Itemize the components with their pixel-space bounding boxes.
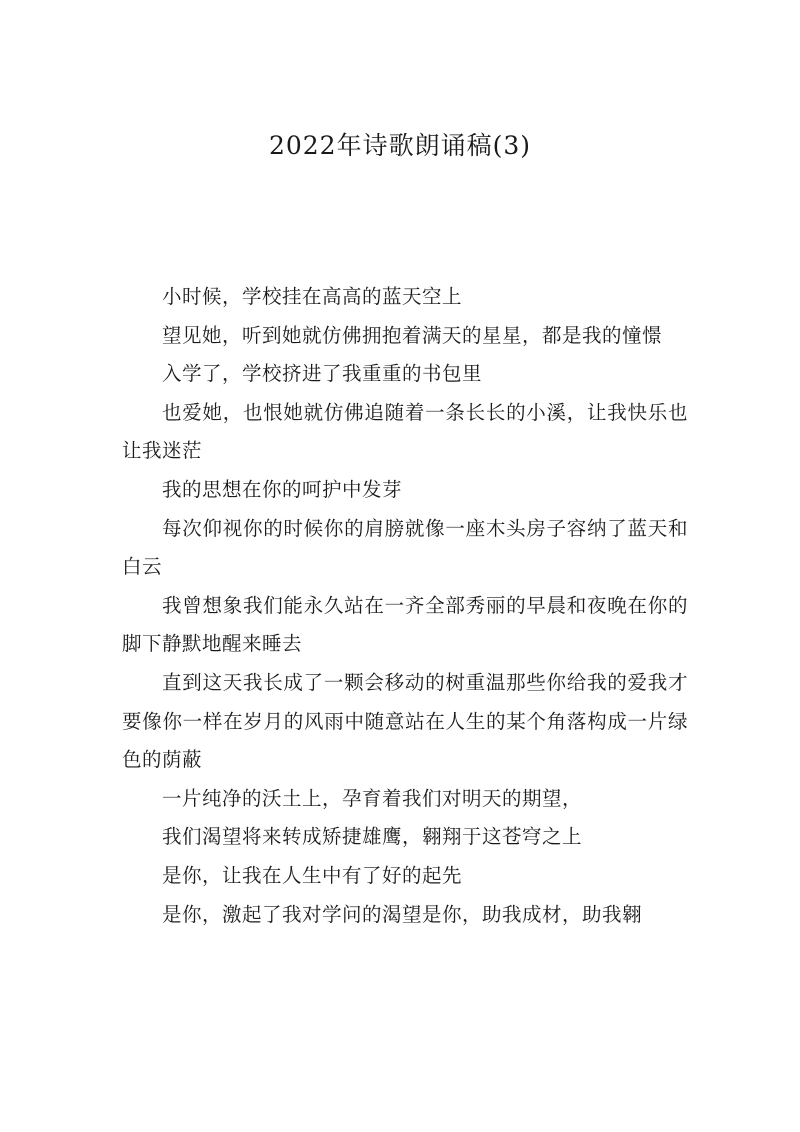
paragraph-10: 我们渴望将来转成矫捷雄鹰，翱翔于这苍穹之上 <box>162 825 583 849</box>
paragraph-11: 是你，让我在人生中有了好的起先 <box>162 863 463 887</box>
paragraph-3: 入学了，学校挤进了我重重的书包里 <box>162 362 483 386</box>
paragraph-7: 我曾想象我们能永久站在一齐全部秀丽的早晨和夜晚在你的脚下静默地醒来睡去 <box>122 593 688 656</box>
paragraph-9: 一片纯净的沃土上，孕育着我们对明天的期望， <box>162 786 583 810</box>
poem-body <box>122 278 688 934</box>
paragraph-5: 我的思想在你的呵护中发芽 <box>162 477 403 501</box>
paragraph-12: 是你，激起了我对学问的渴望是你，助我成材，助我翱 <box>162 902 643 926</box>
paragraph-6: 每次仰视你的时候你的肩膀就像一座木头房子容纳了蓝天和白云 <box>122 516 688 579</box>
paragraph-8: 直到这天我长成了一颗会移动的树重温那些你给我的爱我才要像你一样在岁月的风雨中随意站在人生的某个角落构成一片绿色的荫蔽 <box>122 670 688 772</box>
page-title: 2022年诗歌朗诵稿(3) <box>268 131 532 160</box>
paragraph-4: 也爱她，也恨她就仿佛追随着一条长长的小溪，让我快乐也让我迷茫 <box>122 400 688 463</box>
paragraph-1: 小时候，学校挂在高高的蓝天空上 <box>162 285 463 308</box>
paragraph-2: 望见她，听到她就仿佛拥抱着满天的星星，都是我的憧憬 <box>162 323 663 347</box>
